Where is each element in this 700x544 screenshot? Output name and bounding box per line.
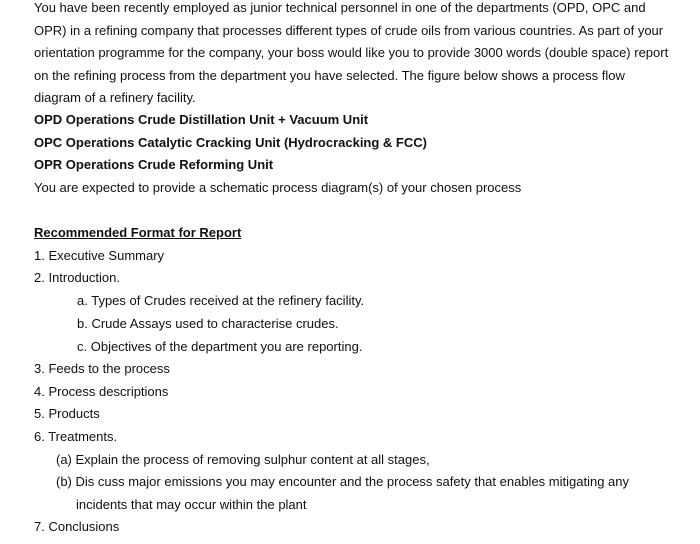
list-subitem-continuation: incidents that may occur within the plant [76,497,307,512]
list-subitem: a. Types of Crudes received at the refinery facility. [77,293,365,308]
department-opc: OPC Operations Catalytic Cracking Unit (Hydrocracking & FCC) [34,135,427,150]
instruction-text: You are expected to provide a schematic process diagram(s) of your chosen process [34,180,522,195]
list-item: 7. Conclusions [34,519,120,534]
intro-line-4: on the refining process from the department you have selected. The figure below shows a process flow [34,68,625,83]
format-heading: Recommended Format for Report [34,225,242,240]
department-opr: OPR Operations Crude Reforming Unit [34,157,274,172]
list-subitem: (b) Dis cuss major emissions you may encounter and the process safety that enables mitigating any [56,474,629,489]
department-opd: OPD Operations Crude Distillation Unit + Vacuum Unit [34,112,369,127]
list-subitem: c. Objectives of the department you are reporting. [77,339,363,354]
list-item: 1. Executive Summary [34,248,165,263]
list-item: 6. Treatments. [34,429,118,444]
intro-line-2: OPR) in a refining company that processes different types of crude oils from various countries. As part of your [34,23,664,38]
list-subitem: (a) Explain the process of removing sulphur content at all stages, [56,452,430,467]
intro-line-1: You have been recently employed as junior technical personnel in one of the departments (OPD, OPC and [34,0,646,15]
list-item: 2. Introduction. [34,270,120,285]
list-item: 3. Feeds to the process [34,361,170,376]
intro-line-3: orientation programme for the company, your boss would like you to provide 3000 words (double space) report [34,45,669,60]
list-item: 5. Products [34,406,100,421]
list-item: 4. Process descriptions [34,384,169,399]
intro-line-5: diagram of a refinery facility. [34,90,196,105]
list-subitem: b. Crude Assays used to characterise crudes. [77,316,339,331]
